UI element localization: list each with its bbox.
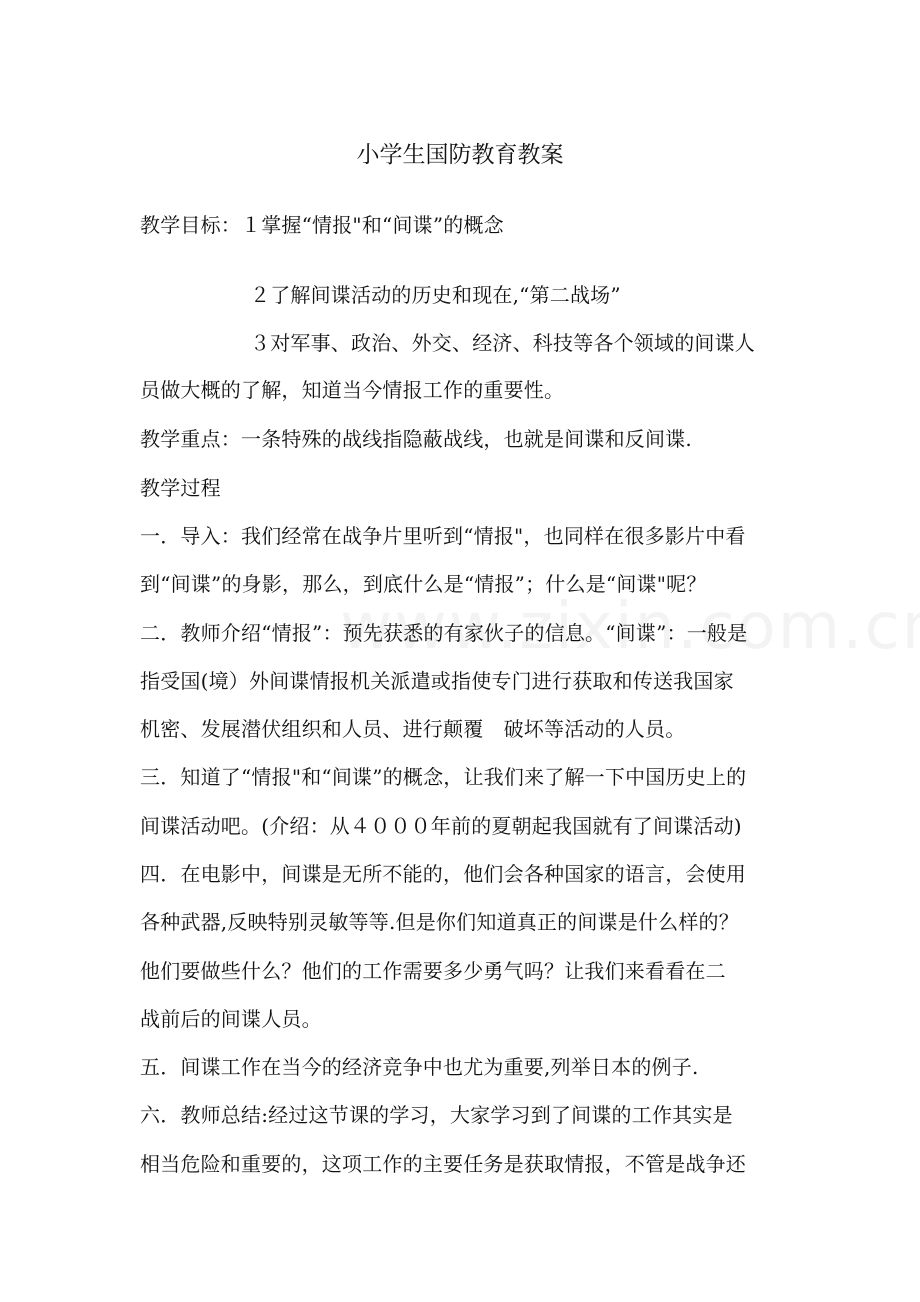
text-line: 到“间谍”的身影，那么，到底什么是“情报”；什么是“间谍"呢？ xyxy=(140,572,707,596)
text-line: 他们要做些什么？他们的工作需要多少勇气吗？让我们来看看在二 xyxy=(140,959,726,983)
text-line: 六．教师总结:经过这节课的学习，大家学习到了间谍的工作其实是 xyxy=(140,1103,733,1127)
text-line: 员做大概的了解，知道当今情报工作的重要性。 xyxy=(140,378,565,402)
text-line: 教学过程 xyxy=(140,476,221,500)
text-line: 相当危险和重要的，这项工作的主要任务是获取情报，不管是战争还 xyxy=(140,1152,746,1176)
text-line: 五．间谍工作在当今的经济竞争中也尤为重要,列举日本的例子. xyxy=(140,1055,699,1079)
text-line: 间谍活动吧。(介绍：从４０００年前的夏朝起我国就有了间谍活动) xyxy=(140,814,742,838)
text-line: 教学目标：１掌握“情报"和“间谍”的概念 xyxy=(140,213,504,237)
text-line: 四．在电影中，间谍是无所不能的，他们会各种国家的语言，会使用 xyxy=(140,862,746,886)
text-line: 教学重点：一条特殊的战线指隐蔽战线，也就是间谍和反间谍. xyxy=(140,427,692,451)
text-line: 三．知道了“情报"和“间谍”的概念，让我们来了解一下中国历史上的 xyxy=(140,765,747,789)
text-line: 一．导入：我们经常在战争片里听到“情报"，也同样在很多影片中看 xyxy=(140,524,746,548)
document-title: 小学生国防教育教案 xyxy=(356,142,564,168)
text-line: 战前后的间谍人员。 xyxy=(140,1007,322,1031)
text-line: ２了解间谍活动的历史和现在,“第二战场” xyxy=(250,283,621,307)
text-line: 机密、发展潜伏组织和人员、进行颠覆 破坏等活动的人员。 xyxy=(140,717,686,741)
text-line: 二．教师介绍“情报”：预先获悉的有家伙子的信息。“间谍”：一般是 xyxy=(140,621,748,645)
text-line: 指受国(境）外间谍情报机关派遣或指使专门进行获取和传送我国家 xyxy=(140,669,734,693)
text-line: ３对军事、政治、外交、经济、科技等各个领域的间谍人 xyxy=(250,331,755,355)
text-line: 各种武器,反映特别灵敏等等.但是你们知道真正的间谍是什么样的？ xyxy=(140,910,739,934)
